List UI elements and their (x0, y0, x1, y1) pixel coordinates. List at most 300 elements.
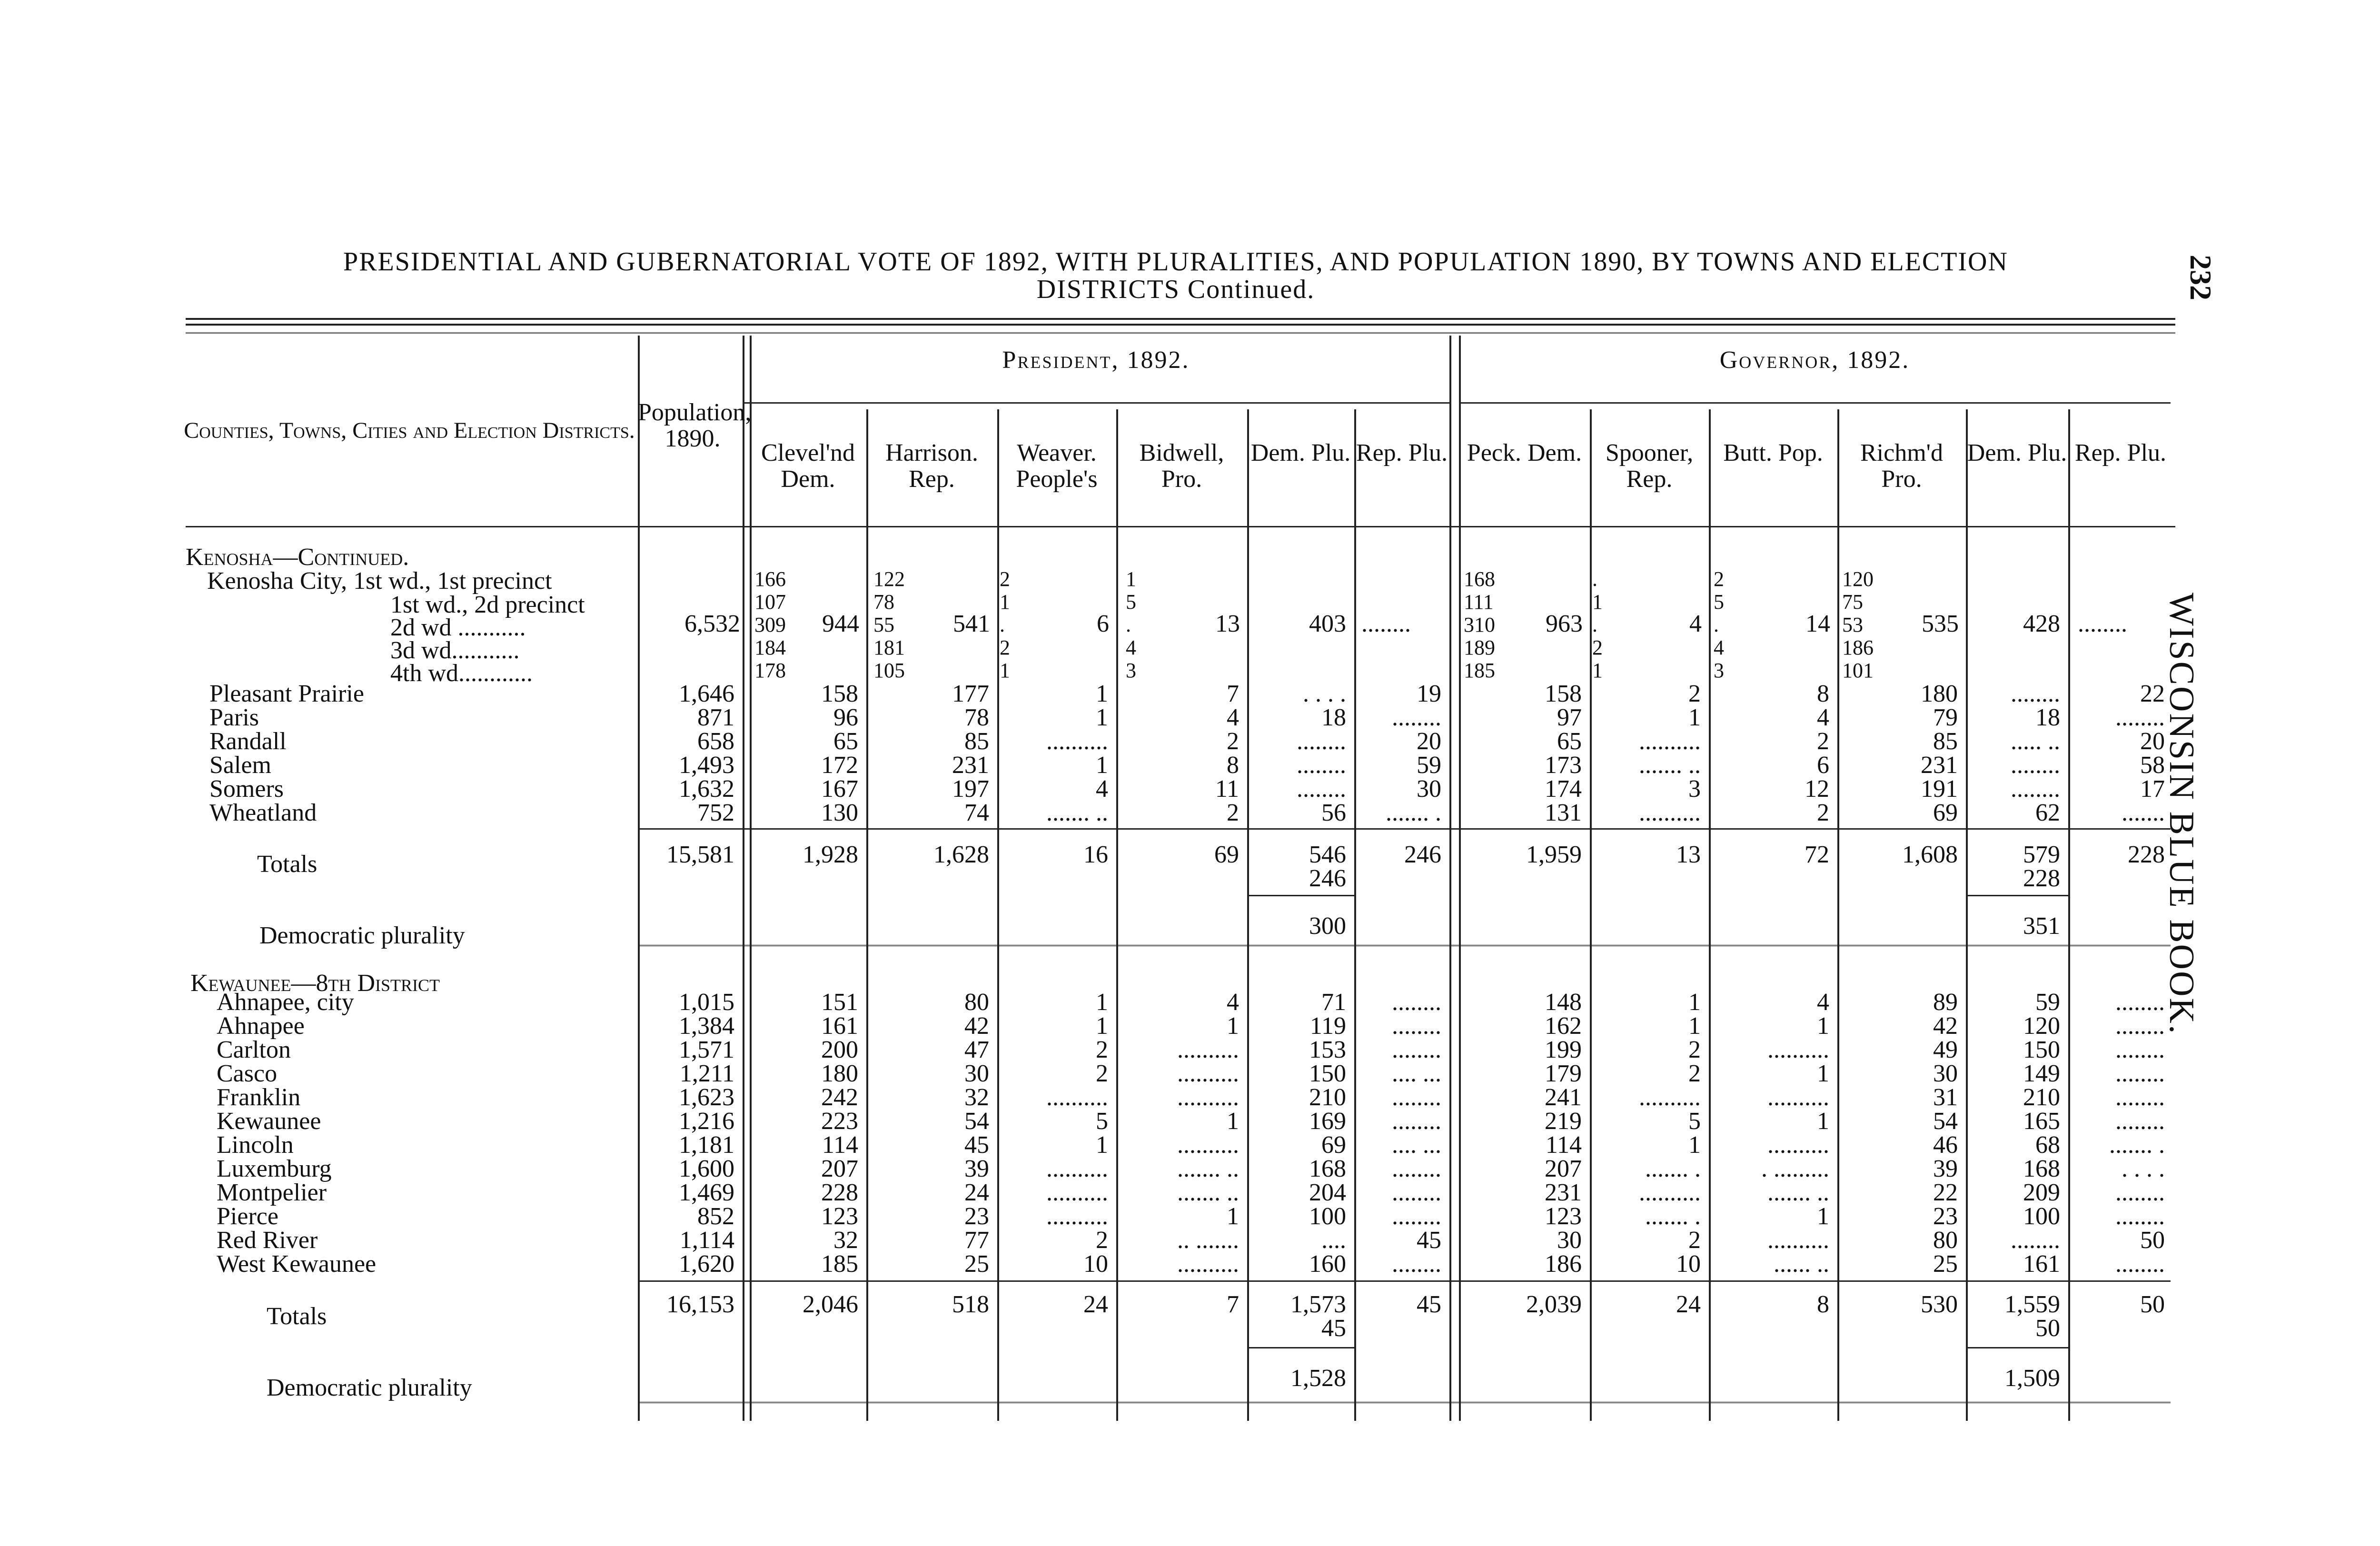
kenosha-cell-har: 177 (952, 680, 989, 707)
kewaunee-cell-dplu: 71 (1321, 989, 1346, 1016)
kewaunee-cell-wea: .......... (1046, 1179, 1108, 1206)
kenosha-ward-value: 107 (754, 590, 786, 614)
kewaunee-cell-wea: 5 (1096, 1108, 1108, 1135)
kenosha-cell-gdplu: ........ (2011, 752, 2060, 779)
kenosha-ward-value: 309 (754, 613, 786, 636)
kenosha-cell-cle: 172 (821, 752, 858, 779)
kewaunee-cell-rplu: ........ (1392, 1084, 1441, 1111)
kewaunee-cell-peck: 219 (1545, 1108, 1582, 1135)
kewaunee-cell-ric: 42 (1933, 1012, 1958, 1040)
kenosha-cell-cle: 167 (821, 775, 858, 803)
kenosha-ward-total: 535 (1922, 610, 1959, 637)
kenosha-plurality-rule (1247, 895, 1354, 896)
kewaunee-cell-spo: 1 (1688, 1012, 1701, 1040)
kenosha-total-bid: 69 (1214, 841, 1239, 868)
kewaunee-cell-cle: 207 (821, 1155, 858, 1182)
kewaunee-cell-pop: 1,620 (679, 1250, 734, 1278)
kewaunee-cell-butt: 1 (1817, 1012, 1829, 1040)
kenosha-row-name: Salem (209, 752, 271, 779)
kenosha-total-spo: 13 (1676, 841, 1701, 868)
kewaunee-total-ric: 530 (1921, 1291, 1958, 1318)
governor-col-header-4: Dem. Plu. (1967, 439, 2067, 466)
kenosha-ward-value: 189 (1464, 636, 1495, 659)
kewaunee-cell-cle: 228 (821, 1179, 858, 1206)
kewaunee-cell-pop: 1,623 (679, 1084, 734, 1111)
kenosha-ward-value: 1 (1000, 590, 1010, 614)
kenosha-cell-dplu: ........ (1297, 775, 1346, 803)
kenosha-ward-value: 2 (1714, 567, 1724, 591)
kenosha-cell-rplu: ........ (1392, 704, 1441, 731)
kewaunee-cell-spo: 2 (1688, 1036, 1701, 1063)
kewaunee-cell-wea: .......... (1046, 1084, 1108, 1111)
kenosha-city-population: 6,532 (684, 610, 740, 637)
kenosha-total-pop: 15,581 (666, 841, 734, 868)
kewaunee-cell-cle: 32 (833, 1227, 858, 1254)
kewaunee-cell-butt: ....... .. (1767, 1179, 1829, 1206)
kewaunee-cell-pop: 1,211 (679, 1060, 734, 1087)
kewaunee-cell-rplu: ........ (1392, 1155, 1441, 1182)
kenosha-cell-rplu: 19 (1417, 680, 1441, 707)
kenosha-dem-plurality: 300 (1309, 912, 1346, 940)
kenosha-cell-dplu: . . . . (1303, 680, 1346, 707)
kewaunee-cell-wea: .......... (1046, 1155, 1108, 1182)
kewaunee-cell-grplu: ....... . (2109, 1131, 2165, 1159)
kewaunee-cell-wea: 2 (1096, 1227, 1108, 1254)
kenosha-row-name: Pleasant Prairie (209, 680, 364, 707)
column-separator (1459, 336, 1461, 1421)
kewaunee-cell-peck: 114 (1545, 1131, 1582, 1159)
kewaunee-row-name: Carlton (217, 1036, 291, 1063)
kenosha-ward-value: 101 (1842, 659, 1874, 682)
kewaunee-cell-peck: 241 (1545, 1084, 1582, 1111)
kenosha-cell-ric: 79 (1933, 704, 1958, 731)
kewaunee-total-gdplu-b: 50 (2035, 1315, 2060, 1342)
kewaunee-cell-gdplu: 210 (2023, 1084, 2060, 1111)
kewaunee-cell-grplu: ........ (2115, 1108, 2165, 1135)
kewaunee-cell-har: 47 (964, 1036, 989, 1063)
kewaunee-cell-grplu: ........ (2115, 1203, 2165, 1230)
president-group-rule (743, 402, 1449, 404)
kewaunee-cell-pop: 1,181 (679, 1131, 734, 1159)
kewaunee-cell-rplu: .... ... (1392, 1060, 1441, 1087)
kenosha-cell-butt: 8 (1817, 680, 1829, 707)
kewaunee-row-name: Pierce (217, 1203, 278, 1230)
kewaunee-cell-peck: 30 (1557, 1227, 1582, 1254)
kenosha-cell-dplu: 56 (1321, 799, 1346, 826)
kewaunee-cell-gdplu: 100 (2023, 1203, 2060, 1230)
kewaunee-cell-bid: .......... (1177, 1131, 1239, 1159)
kewaunee-cell-cle: 151 (821, 989, 858, 1016)
kenosha-cell-pop: 1,646 (679, 680, 734, 707)
row-label-header: Counties, Towns, Cities and Election Districts. (184, 418, 635, 443)
kenosha-ward-value: 184 (754, 636, 786, 659)
kewaunee-row-name: Ahnapee (217, 1012, 305, 1040)
kewaunee-totals-label: Totals (267, 1303, 327, 1330)
kenosha-ward-value: 55 (873, 613, 894, 636)
kewaunee-cell-ric: 89 (1933, 989, 1958, 1016)
kenosha-cell-spo: .......... (1639, 799, 1701, 826)
kewaunee-cell-dplu: 160 (1309, 1250, 1346, 1278)
kenosha-total-har: 1,628 (933, 841, 989, 868)
kenosha-cell-rplu: 59 (1417, 752, 1441, 779)
kenosha-city-dem-plurality: 403 (1309, 610, 1346, 637)
governor-col-header-5: Rep. Plu. (2074, 439, 2167, 466)
kenosha-city-sublabel: 4th wd............ (390, 660, 533, 687)
kewaunee-cell-wea: .......... (1046, 1203, 1108, 1230)
kewaunee-cell-grplu: ........ (2115, 989, 2165, 1016)
kewaunee-cell-pop: 852 (697, 1203, 734, 1230)
kewaunee-cell-rplu: ........ (1392, 989, 1441, 1016)
column-separator (1709, 409, 1711, 1421)
kewaunee-cell-pop: 1,571 (679, 1036, 734, 1063)
column-separator (743, 336, 744, 1421)
kewaunee-totals-rule (638, 1280, 2171, 1282)
kewaunee-cell-har: 42 (964, 1012, 989, 1040)
title-line-2: DISTRICTS Continued. (1036, 275, 1315, 304)
kewaunee-cell-grplu: 50 (2140, 1227, 2165, 1254)
kewaunee-cell-butt: 1 (1817, 1060, 1829, 1087)
kewaunee-cell-rplu: ........ (1392, 1250, 1441, 1278)
column-separator (1449, 336, 1451, 1421)
kenosha-cell-grplu: ....... (2122, 799, 2165, 826)
kewaunee-cell-butt: 1 (1817, 1108, 1829, 1135)
kenosha-cell-butt: 12 (1805, 775, 1829, 803)
kenosha-ward-value: 120 (1842, 567, 1874, 591)
header-bottom-rule (186, 526, 2175, 527)
kenosha-total-butt: 72 (1805, 841, 1829, 868)
kenosha-totals-rule (638, 828, 2171, 830)
kewaunee-cell-peck: 231 (1545, 1179, 1582, 1206)
title-rule (186, 318, 2175, 320)
column-separator (1837, 409, 1839, 1421)
kenosha-ward-value: 53 (1842, 613, 1863, 636)
kewaunee-cell-peck: 199 (1545, 1036, 1582, 1063)
kewaunee-cell-dplu: 150 (1309, 1060, 1346, 1087)
kewaunee-total-dplu-a: 1,573 (1290, 1291, 1346, 1318)
kenosha-totals-label: Totals (257, 851, 317, 878)
kenosha-ward-value: 178 (754, 659, 786, 682)
kenosha-cell-grplu: 22 (2140, 680, 2165, 707)
kenosha-cell-pop: 752 (697, 799, 734, 826)
kenosha-cell-cle: 158 (821, 680, 858, 707)
kewaunee-cell-butt: .......... (1767, 1036, 1829, 1063)
president-col-header-5: Rep. Plu. (1356, 439, 1448, 466)
kenosha-section-rule (638, 945, 2171, 950)
kewaunee-cell-ric: 46 (1933, 1131, 1958, 1159)
kenosha-cell-pop: 871 (697, 704, 734, 731)
kenosha-cell-gdplu: 62 (2035, 799, 2060, 826)
kewaunee-cell-cle: 114 (822, 1131, 858, 1159)
kenosha-cell-spo: .......... (1639, 728, 1701, 755)
kenosha-cell-rplu: 20 (1417, 728, 1441, 755)
kewaunee-cell-wea: 1 (1096, 989, 1108, 1016)
kenosha-cell-har: 85 (964, 728, 989, 755)
kenosha-ward-value: 168 (1464, 567, 1495, 591)
kewaunee-cell-pop: 1,384 (679, 1012, 734, 1040)
kenosha-row-name: Randall (209, 728, 287, 755)
kewaunee-cell-har: 45 (964, 1131, 989, 1159)
kenosha-cell-dplu: ........ (1297, 752, 1346, 779)
kewaunee-cell-cle: 200 (821, 1036, 858, 1063)
kewaunee-cell-peck: 207 (1545, 1155, 1582, 1182)
kewaunee-cell-bid: 1 (1227, 1203, 1239, 1230)
kenosha-ward-total: 14 (1805, 610, 1830, 637)
kenosha-cell-butt: 2 (1817, 728, 1829, 755)
kewaunee-cell-pop: 1,600 (679, 1155, 734, 1182)
kenosha-ward-value: 4 (1126, 636, 1136, 659)
kewaunee-cell-ric: 25 (1933, 1250, 1958, 1278)
kewaunee-cell-ric: 22 (1933, 1179, 1958, 1206)
kewaunee-cell-cle: 180 (821, 1060, 858, 1087)
kenosha-cell-gdplu: 18 (2035, 704, 2060, 731)
kenosha-cell-grplu: 17 (2140, 775, 2165, 803)
kewaunee-cell-har: 23 (964, 1203, 989, 1230)
page-number: 232 (2184, 255, 2218, 300)
kenosha-cell-peck: 131 (1545, 799, 1582, 826)
kewaunee-total-rplu: 45 (1417, 1291, 1441, 1318)
kenosha-ward-value: 2 (1592, 636, 1603, 659)
kewaunee-row-name: Luxemburg (217, 1155, 332, 1182)
kenosha-ward-value: 185 (1464, 659, 1495, 682)
kewaunee-cell-dplu: 153 (1309, 1036, 1346, 1063)
kenosha-cell-cle: 130 (821, 799, 858, 826)
kewaunee-cell-rplu: ........ (1392, 1036, 1441, 1063)
kewaunee-cell-dplu: 210 (1309, 1084, 1346, 1111)
kenosha-ward-value: . (1592, 567, 1597, 591)
kewaunee-total-peck: 2,039 (1526, 1291, 1582, 1318)
kenosha-row-name: Paris (209, 704, 259, 731)
kenosha-cell-bid: 2 (1227, 799, 1239, 826)
kewaunee-cell-ric: 49 (1933, 1036, 1958, 1063)
population-header: Population, 1890. (638, 399, 752, 452)
kewaunee-cell-har: 25 (964, 1250, 989, 1278)
governor-col-header-3: Richm'd Pro. (1860, 439, 1944, 493)
kewaunee-cell-cle: 161 (821, 1012, 858, 1040)
kenosha-ward-total: 944 (822, 610, 859, 637)
kewaunee-cell-grplu: ........ (2115, 1250, 2165, 1278)
kewaunee-cell-gdplu: 59 (2035, 989, 2060, 1016)
kenosha-ward-value: 3 (1126, 659, 1136, 682)
kewaunee-total-har: 518 (952, 1291, 989, 1318)
kewaunee-cell-spo: 1 (1688, 1131, 1701, 1159)
kenosha-cell-ric: 191 (1921, 775, 1958, 803)
kenosha-cell-butt: 4 (1817, 704, 1829, 731)
kenosha-total-dplu-b: 246 (1309, 865, 1346, 892)
kewaunee-cell-rplu: ........ (1392, 1012, 1441, 1040)
kewaunee-cell-bid: 4 (1227, 989, 1239, 1016)
kenosha-city-sublabel: 3d wd........... (390, 637, 520, 664)
kewaunee-cell-pop: 1,216 (679, 1108, 734, 1135)
kewaunee-row-name: West Kewaunee (217, 1250, 377, 1278)
president-group-header: President, 1892. (1002, 347, 1190, 374)
kenosha-ward-total: 4 (1689, 610, 1702, 637)
kewaunee-cell-pop: 1,114 (679, 1227, 734, 1254)
kenosha-cell-bid: 2 (1227, 728, 1239, 755)
kewaunee-cell-dplu: 119 (1309, 1012, 1346, 1040)
kewaunee-cell-dplu: .... (1321, 1227, 1346, 1254)
kenosha-cell-ric: 231 (1921, 752, 1958, 779)
kenosha-total-rplu: 246 (1404, 841, 1441, 868)
kewaunee-total-wea: 24 (1083, 1291, 1108, 1318)
kewaunee-cell-wea: 2 (1096, 1036, 1108, 1063)
kewaunee-cell-wea: 1 (1096, 1012, 1108, 1040)
kenosha-cell-dplu: 18 (1321, 704, 1346, 731)
kewaunee-cell-grplu: . . . . (2122, 1155, 2165, 1182)
kewaunee-cell-peck: 148 (1545, 989, 1582, 1016)
kewaunee-cell-cle: 185 (821, 1250, 858, 1278)
kenosha-cell-peck: 173 (1545, 752, 1582, 779)
kewaunee-cell-spo: .......... (1639, 1084, 1701, 1111)
kenosha-ward-value: 1 (1592, 659, 1603, 682)
kenosha-cell-rplu: 30 (1417, 775, 1441, 803)
kewaunee-cell-bid: .......... (1177, 1060, 1239, 1087)
kenosha-ward-value: 5 (1714, 590, 1724, 614)
kewaunee-cell-dplu: 169 (1309, 1108, 1346, 1135)
kewaunee-cell-gdplu: ........ (2011, 1227, 2060, 1254)
kewaunee-cell-bid: 1 (1227, 1108, 1239, 1135)
kenosha-city-label: Kenosha City, 1st wd., 1st precinct (207, 567, 552, 595)
kewaunee-cell-butt: ...... .. (1774, 1250, 1829, 1278)
kewaunee-cell-ric: 31 (1933, 1084, 1958, 1111)
kenosha-cell-gdplu: ........ (2011, 775, 2060, 803)
kewaunee-cell-bid: .......... (1177, 1084, 1239, 1111)
kewaunee-cell-spo: 10 (1676, 1250, 1701, 1278)
kewaunee-cell-butt: 4 (1817, 989, 1829, 1016)
kenosha-cell-wea: .......... (1046, 728, 1108, 755)
kenosha-ward-value: 78 (873, 590, 894, 614)
kenosha-ward-value: 310 (1464, 613, 1495, 636)
kewaunee-cell-peck: 123 (1545, 1203, 1582, 1230)
kenosha-cell-pop: 658 (697, 728, 734, 755)
kenosha-cell-spo: 3 (1688, 775, 1701, 803)
governor-group-header: Governor, 1892. (1719, 347, 1910, 374)
kewaunee-cell-butt: . ......... (1761, 1155, 1829, 1182)
kenosha-ward-total: 541 (953, 610, 990, 637)
kewaunee-cell-wea: 2 (1096, 1060, 1108, 1087)
kenosha-cell-rplu: ....... . (1386, 799, 1441, 826)
kewaunee-row-name: Casco (217, 1060, 278, 1087)
kewaunee-cell-spo: .......... (1639, 1179, 1701, 1206)
kewaunee-cell-gdplu: 149 (2023, 1060, 2060, 1087)
president-col-header-4: Dem. Plu. (1250, 439, 1351, 466)
table-top-rule (186, 332, 2175, 337)
kewaunee-plurality-label: Democratic plurality (267, 1374, 472, 1401)
governor-col-header-0: Peck. Dem. (1467, 439, 1582, 466)
kenosha-city-gov-dem-plurality: 428 (2023, 610, 2060, 637)
kewaunee-cell-peck: 186 (1545, 1250, 1582, 1278)
kewaunee-cell-bid: ....... .. (1177, 1155, 1239, 1182)
kewaunee-cell-grplu: ........ (2115, 1036, 2165, 1063)
kewaunee-cell-dplu: 204 (1309, 1179, 1346, 1206)
kewaunee-cell-ric: 39 (1933, 1155, 1958, 1182)
kewaunee-cell-gdplu: 68 (2035, 1131, 2060, 1159)
kewaunee-cell-spo: 2 (1688, 1227, 1701, 1254)
kewaunee-cell-har: 54 (964, 1108, 989, 1135)
kenosha-ward-value: 5 (1126, 590, 1136, 614)
kewaunee-row-name: Ahnapee, city (217, 989, 354, 1016)
kewaunee-cell-har: 80 (964, 989, 989, 1016)
kenosha-row-name: Somers (209, 775, 284, 803)
kenosha-cell-pop: 1,493 (679, 752, 734, 779)
kewaunee-cell-gdplu: 165 (2023, 1108, 2060, 1135)
kewaunee-cell-ric: 30 (1933, 1060, 1958, 1087)
kenosha-cell-grplu: ........ (2115, 704, 2165, 731)
president-col-header-0: Clevel'nd Dem. (761, 439, 855, 493)
kenosha-row-name: Wheatland (209, 799, 317, 826)
page-title (271, 248, 2080, 303)
kenosha-cell-har: 74 (964, 799, 989, 826)
kenosha-plurality-label: Democratic plurality (259, 922, 465, 949)
kewaunee-cell-dplu: 168 (1309, 1155, 1346, 1182)
kenosha-cell-gdplu: ........ (2011, 680, 2060, 707)
kewaunee-gov-plurality-rule (1966, 1347, 2068, 1348)
column-separator (1116, 409, 1118, 1421)
kewaunee-total-gdplu-a: 1,559 (2004, 1291, 2060, 1318)
kenosha-cell-bid: 11 (1215, 775, 1239, 803)
kenosha-ward-value: 4 (1714, 636, 1724, 659)
kewaunee-total-bid: 7 (1227, 1291, 1239, 1318)
kenosha-cell-ric: 69 (1933, 799, 1958, 826)
kewaunee-cell-spo: 2 (1688, 1060, 1701, 1087)
kenosha-cell-bid: 4 (1227, 704, 1239, 731)
kenosha-cell-cle: 65 (833, 728, 858, 755)
kewaunee-row-name: Kewaunee (217, 1108, 321, 1135)
kenosha-ward-value: 75 (1842, 590, 1863, 614)
governor-group-rule (1459, 402, 2171, 404)
kenosha-cell-grplu: 58 (2140, 752, 2165, 779)
kewaunee-plurality-rule (1247, 1347, 1354, 1348)
kewaunee-gov-dem-plurality: 1,509 (2004, 1365, 2060, 1392)
kewaunee-cell-har: 77 (964, 1227, 989, 1254)
president-col-header-3: Bidwell, Pro. (1139, 439, 1224, 493)
governor-col-header-1: Spooner, Rep. (1605, 439, 1694, 493)
kenosha-heading: Kenosha—Continued. (186, 544, 409, 571)
kenosha-cell-bid: 7 (1227, 680, 1239, 707)
kewaunee-cell-bid: .......... (1177, 1036, 1239, 1063)
kenosha-gov-dem-plurality: 351 (2023, 912, 2060, 940)
kenosha-ward-value: 1 (1592, 590, 1603, 614)
kenosha-gov-plurality-rule (1966, 895, 2068, 896)
kewaunee-cell-gdplu: 168 (2023, 1155, 2060, 1182)
kenosha-city-rep-plurality: ........ (1361, 610, 1411, 637)
kenosha-cell-har: 231 (952, 752, 989, 779)
kenosha-total-dplu-a: 546 (1309, 841, 1346, 868)
kewaunee-row-name: Franklin (217, 1084, 301, 1111)
kenosha-ward-value: 1 (1126, 567, 1136, 591)
president-col-header-2: Weaver. People's (1016, 439, 1098, 493)
kenosha-ward-value: 111 (1464, 590, 1494, 614)
governor-col-header-2: Butt. Pop. (1723, 439, 1823, 466)
kewaunee-cell-wea: 1 (1096, 1131, 1108, 1159)
kewaunee-cell-butt: .......... (1767, 1131, 1829, 1159)
kenosha-ward-value: 181 (873, 636, 905, 659)
kewaunee-row-name: Lincoln (217, 1131, 294, 1159)
kewaunee-cell-har: 24 (964, 1179, 989, 1206)
title-rule-2 (186, 324, 2175, 326)
kewaunee-cell-rplu: ........ (1392, 1179, 1441, 1206)
kewaunee-cell-wea: 10 (1083, 1250, 1108, 1278)
kenosha-ward-value: 2 (1000, 567, 1010, 591)
kewaunee-cell-gdplu: 209 (2023, 1179, 2060, 1206)
kewaunee-cell-peck: 162 (1545, 1012, 1582, 1040)
kenosha-city-sublabel: 1st wd., 2d precinct (390, 591, 585, 618)
president-col-header-1: Harrison. Rep. (885, 439, 978, 493)
kewaunee-cell-spo: 1 (1688, 989, 1701, 1016)
kenosha-cell-wea: 1 (1096, 704, 1108, 731)
kewaunee-cell-cle: 223 (821, 1108, 858, 1135)
kenosha-cell-ric: 85 (1933, 728, 1958, 755)
kewaunee-cell-spo: 5 (1688, 1108, 1701, 1135)
